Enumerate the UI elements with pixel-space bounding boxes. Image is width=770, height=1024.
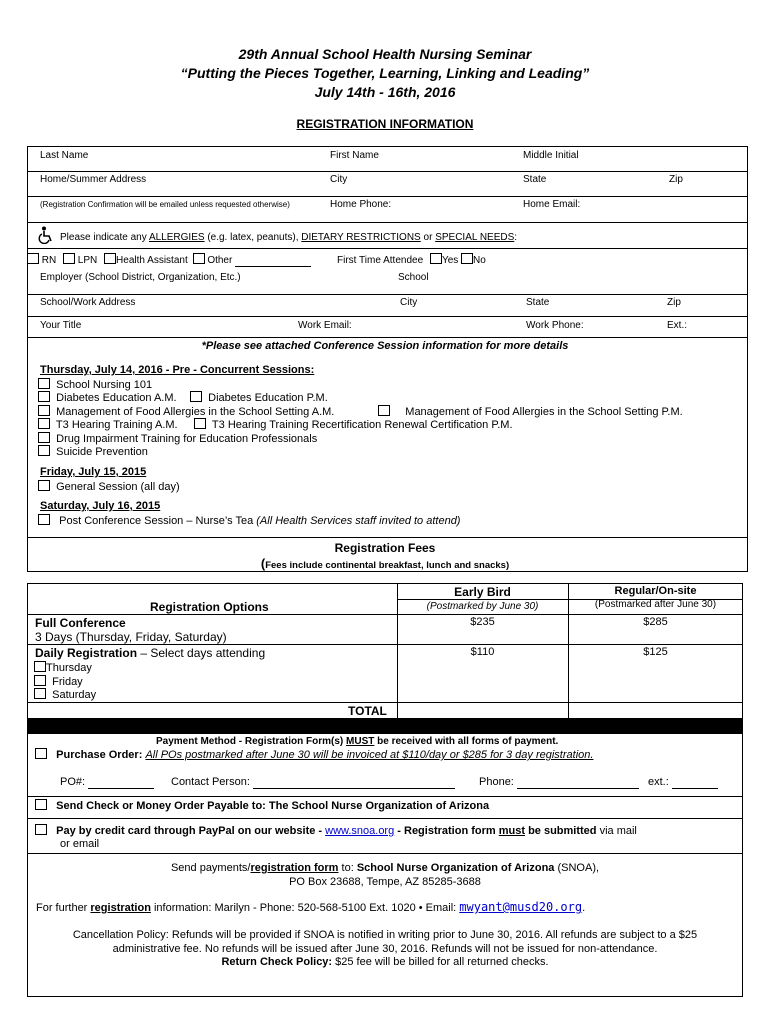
- city-field[interactable]: City: [330, 174, 348, 185]
- early-bird-heading: Early Bird: [454, 585, 511, 599]
- food-allergy-am-option[interactable]: Management of Food Allergies in the School Setting A.M.: [38, 405, 334, 418]
- t3-recert-checkbox[interactable]: [194, 418, 206, 429]
- registration-info-heading: REGISTRATION INFORMATION: [296, 117, 474, 131]
- work-address-field[interactable]: School/Work Address: [40, 297, 136, 308]
- title-line-3: July 14th - 16th, 2016: [314, 84, 456, 100]
- employer-field[interactable]: Employer (School District, Organization, Etc.): [40, 272, 241, 283]
- diabetes-pm-option[interactable]: Diabetes Education P.M.: [190, 391, 328, 404]
- po-number-field[interactable]: PO#:: [60, 776, 154, 789]
- return-check-policy: Return Check Policy: $25 fee will be billed for all returned checks.: [221, 956, 549, 968]
- thursday-heading: Thursday, July 14, 2016 - Pre - Concurrent Sessions:: [40, 364, 315, 376]
- friday-checkbox[interactable]: [34, 675, 46, 686]
- last-name-field[interactable]: Last Name: [40, 150, 89, 161]
- cancellation-policy-line-1: Cancellation Policy: Refunds will be provided if SNOA is notified in writing prior to June 30, 2016. All refunds are subject to a $25: [72, 929, 698, 941]
- mailing-address: PO Box 23688, Tempe, AZ 85285-3688: [289, 876, 481, 888]
- check-option[interactable]: Send Check or Money Order Payable to: The School Nurse Organization of Arizona: [35, 799, 489, 812]
- registration-contact-line: For further registration information: Marilyn - Phone: 520-568-5100 Ext. 1020 • Email: mwyant@musd20.org.: [36, 900, 586, 914]
- middle-initial-field[interactable]: Middle Initial: [523, 150, 579, 161]
- friday-option[interactable]: Friday: [34, 675, 83, 688]
- send-payments-line: Send payments/registration form to: School Nurse Organization of Arizona (SNOA),: [170, 862, 600, 874]
- saturday-checkbox[interactable]: [34, 688, 46, 699]
- rn-checkbox[interactable]: [27, 253, 39, 264]
- work-zip-field[interactable]: Zip: [667, 297, 681, 308]
- full-regular-price: $285: [643, 616, 668, 628]
- fees-subheading: (Fees include continental breakfast, lunch and snacks): [260, 556, 510, 571]
- contact-person-field[interactable]: Contact Person:: [171, 776, 455, 789]
- daily-registration-label: Daily Registration – Select days attending: [35, 646, 266, 660]
- work-city-field[interactable]: City: [400, 297, 418, 308]
- role-row: RN LPN Health Assistant Other: [27, 253, 311, 267]
- school-field[interactable]: School: [398, 272, 429, 283]
- diabetes-am-checkbox[interactable]: [38, 391, 50, 402]
- separator-bar: [27, 719, 743, 734]
- food-allergy-am-checkbox[interactable]: [38, 405, 50, 416]
- general-session-option[interactable]: General Session (all day): [38, 480, 180, 493]
- paypal-checkbox[interactable]: [35, 824, 47, 835]
- regular-note: (Postmarked after June 30): [594, 599, 717, 610]
- school-nursing-option[interactable]: School Nursing 101: [38, 378, 152, 391]
- first-name-field[interactable]: First Name: [330, 150, 379, 161]
- suicide-prevention-checkbox[interactable]: [38, 445, 50, 456]
- payment-method-heading: Payment Method - Registration Form(s) MUST be received with all forms of payment.: [156, 736, 559, 747]
- zip-field[interactable]: Zip: [669, 174, 683, 185]
- ext-field[interactable]: Ext.:: [667, 320, 688, 331]
- lpn-checkbox[interactable]: [63, 253, 75, 264]
- title-line-2: “Putting the Pieces Together, Learning, Linking and Leading”: [180, 65, 590, 81]
- food-allergy-pm-option[interactable]: Management of Food Allergies in the School Setting P.M.: [378, 405, 683, 418]
- paypal-line-2: or email: [60, 838, 100, 850]
- phone-field[interactable]: Phone:: [479, 776, 639, 789]
- post-conference-option[interactable]: Post Conference Session – Nurse’s Tea (All Health Services staff invited to attend): [38, 514, 460, 527]
- first-time-no-checkbox[interactable]: [461, 253, 473, 264]
- suicide-prevention-option[interactable]: Suicide Prevention: [38, 445, 148, 458]
- t3-am-checkbox[interactable]: [38, 418, 50, 429]
- t3-recert-option[interactable]: T3 Hearing Training Recertification Renewal Certification P.M.: [194, 418, 513, 431]
- full-conference-days: 3 Days (Thursday, Friday, Saturday): [35, 630, 227, 644]
- food-allergy-pm-checkbox[interactable]: [378, 405, 390, 416]
- session-info-note: *Please see attached Conference Session information for more details: [201, 340, 569, 352]
- work-email-field[interactable]: Work Email:: [298, 320, 352, 331]
- home-address-field[interactable]: Home/Summer Address: [40, 174, 147, 185]
- first-time-row: First Time Attendee Yes No: [337, 255, 486, 266]
- paypal-option[interactable]: Pay by credit card through PayPal on our website - www.snoa.org - Registration form must be submitted via mail: [35, 824, 637, 837]
- title-field[interactable]: Your Title: [40, 320, 82, 331]
- check-checkbox[interactable]: [35, 799, 47, 810]
- diabetes-pm-checkbox[interactable]: [190, 391, 202, 402]
- early-bird-note: (Postmarked by June 30): [426, 601, 539, 612]
- contact-email-link[interactable]: mwyant@musd20.org: [459, 900, 583, 914]
- thursday-checkbox[interactable]: [34, 661, 46, 672]
- other-input[interactable]: [235, 255, 311, 267]
- daily-regular-price: $125: [643, 646, 668, 658]
- general-session-checkbox[interactable]: [38, 480, 50, 491]
- t3-am-option[interactable]: T3 Hearing Training A.M.: [38, 418, 178, 431]
- full-early-price: $235: [470, 616, 495, 628]
- snoa-website-link[interactable]: www.snoa.org: [325, 825, 395, 837]
- home-email-field[interactable]: Home Email:: [523, 199, 581, 210]
- purchase-order-checkbox[interactable]: [35, 748, 47, 759]
- first-time-yes-checkbox[interactable]: [430, 253, 442, 264]
- full-conference-label: Full Conference: [35, 616, 126, 630]
- allergies-prompt[interactable]: Please indicate any ALLERGIES (e.g. latex, peanuts), DIETARY RESTRICTIONS or SPECIAL NEEDS:: [60, 232, 518, 243]
- friday-heading: Friday, July 15, 2015: [40, 466, 147, 478]
- title-line-1: 29th Annual School Health Nursing Seminar: [238, 46, 532, 62]
- diabetes-am-option[interactable]: Diabetes Education A.M.: [38, 391, 177, 404]
- school-nursing-checkbox[interactable]: [38, 378, 50, 389]
- confirmation-note: (Registration Confirmation will be emailed unless requested otherwise): [40, 200, 290, 209]
- work-phone-field[interactable]: Work Phone:: [526, 320, 584, 331]
- work-state-field[interactable]: State: [526, 297, 550, 308]
- drug-impairment-option[interactable]: Drug Impairment Training for Education Professionals: [38, 432, 317, 445]
- drug-impairment-checkbox[interactable]: [38, 432, 50, 443]
- po-ext-field[interactable]: ext.:: [648, 776, 718, 789]
- registration-options-heading: Registration Options: [150, 600, 269, 614]
- total-label: TOTAL: [348, 704, 387, 718]
- cancellation-policy-line-2: administrative fee. No refunds will be issued after June 30, 2016. Refunds will not be issued for non-attendance.: [112, 943, 658, 955]
- thursday-option[interactable]: Thursday: [34, 661, 92, 674]
- purchase-order-row[interactable]: Purchase Order: All POs postmarked after June 30 will be invoiced at $110/day or $285 for 3 day registration.: [35, 748, 593, 761]
- saturday-option[interactable]: Saturday: [34, 688, 96, 701]
- post-conference-checkbox[interactable]: [38, 514, 50, 525]
- daily-early-price: $110: [470, 646, 495, 658]
- regular-heading: Regular/On-site: [614, 585, 697, 597]
- other-checkbox[interactable]: [193, 253, 205, 264]
- registration-fees-heading: Registration Fees: [334, 541, 436, 555]
- saturday-heading: Saturday, July 16, 2015: [40, 500, 161, 512]
- wheelchair-icon: [38, 226, 56, 249]
- state-field[interactable]: State: [523, 174, 547, 185]
- health-assistant-checkbox[interactable]: [104, 253, 116, 264]
- home-phone-field[interactable]: Home Phone:: [330, 199, 392, 210]
